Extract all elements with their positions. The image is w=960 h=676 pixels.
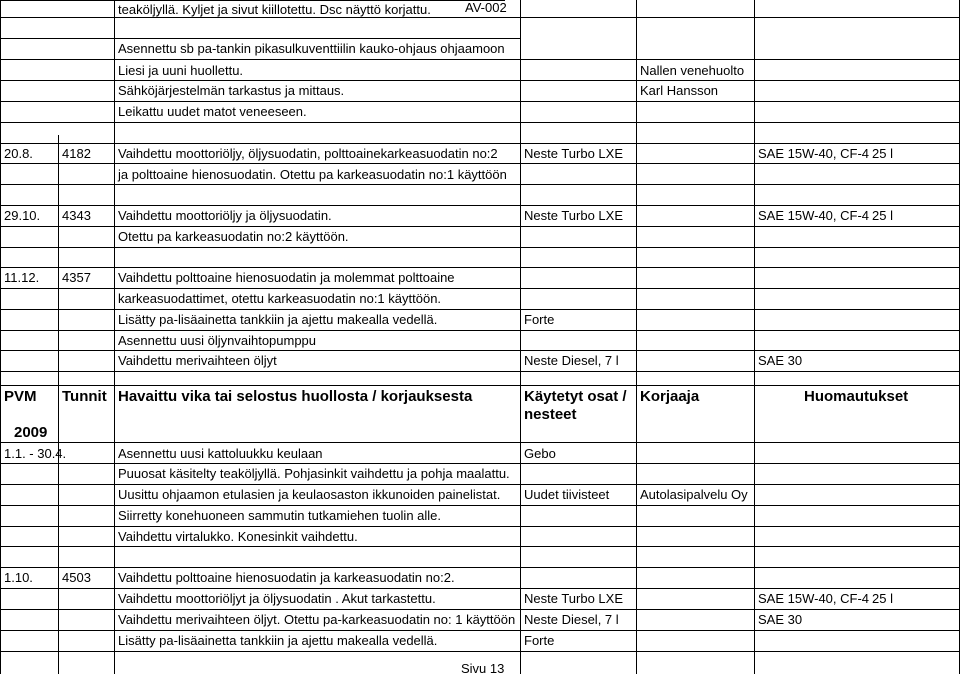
entry-quantity: 25 l	[872, 146, 893, 161]
row-rule	[0, 567, 960, 568]
row-rule	[0, 546, 960, 547]
row-rule	[0, 609, 960, 610]
entry-part: Forte	[524, 312, 555, 327]
row-rule	[0, 651, 960, 652]
row-rule	[0, 122, 960, 123]
row-rule	[0, 17, 960, 18]
entry-description: Lisätty pa-lisäainetta tankkiin ja ajettu makealla vedellä.	[118, 633, 438, 648]
entry-hours: 4343	[62, 208, 91, 223]
row-rule	[0, 371, 960, 372]
entry-description: ja polttoaine hienosuodatin. Otettu pa karkeasuodatin no:1 käyttöön	[118, 167, 507, 182]
entry-part: Neste Turbo LXE	[524, 146, 623, 161]
row-rule	[0, 350, 960, 351]
entry-description: Asennettu uusi öljynvaihtopumppu	[118, 333, 317, 348]
header-hours: Tunnit	[62, 388, 107, 405]
entry-part: Neste Turbo LXE	[524, 591, 623, 606]
year-label: 2009	[14, 424, 48, 441]
row-rule	[0, 205, 960, 206]
entry-description: Otettu pa karkeasuodatin no:2 käyttöön.	[118, 229, 349, 244]
entry-description: Vaihdettu polttoaine hienosuodatin ja karkeasuodatin no:2.	[118, 570, 455, 585]
entry-spec: SAE 30	[758, 353, 803, 368]
row-rule	[0, 163, 960, 164]
row-rule	[0, 59, 960, 60]
page-number: Sivu 13	[461, 661, 505, 676]
entry-date: 20.8.	[4, 146, 33, 161]
row-rule	[0, 526, 960, 527]
entry-repairer: Autolasipalvelu Oy	[640, 487, 748, 502]
repairer-name: Karl Hansson	[640, 83, 719, 98]
entry-hours: 4503	[62, 570, 91, 585]
entry-date: 1.10.	[4, 570, 33, 585]
row-rule	[0, 330, 960, 331]
entry-date: 1.1. - 30.4.	[4, 446, 67, 461]
header-repairer: Korjaaja	[640, 388, 700, 405]
header-remarks: Huomautukset	[804, 388, 909, 405]
entry-description: karkeasuodattimet, otettu karkeasuodatin no:1 käyttöön.	[118, 291, 442, 306]
row-rule	[0, 484, 960, 485]
entry-description: Vaihdettu merivaihteen öljyt. Otettu pa-karkeasuodatin no: 1 käyttöön	[118, 612, 516, 627]
row-rule	[0, 226, 960, 227]
entry-description: Vaihdettu moottoriöljy ja öljysuodatin.	[118, 208, 332, 223]
entry-description: Vaihdettu polttoaine hienosuodatin ja molemmat polttoaine	[118, 270, 455, 285]
entry-description: Vaihdettu moottoriöljy, öljysuodatin, polttoainekarkeasuodatin no:2	[118, 146, 498, 161]
row-rule	[0, 143, 960, 144]
entry-spec: SAE 30	[758, 612, 803, 627]
entry-description: Asennettu uusi kattoluukku keulaan	[118, 446, 323, 461]
column-rule	[58, 135, 59, 674]
note-line: Sähköjärjestelmän tarkastus ja mittaus.	[118, 83, 345, 98]
row-rule	[0, 101, 960, 102]
header-description: Havaittu vika tai selostus huollosta / korjauksesta	[118, 388, 473, 405]
entry-description: Uusittu ohjaamon etulasien ja keulaosaston ikkunoiden painelistat.	[118, 487, 501, 502]
entry-part: Uudet tiivisteet	[524, 487, 610, 502]
entry-description: Lisätty pa-lisäainetta tankkiin ja ajettu makealla vedellä.	[118, 312, 438, 327]
entry-date: 11.12.	[4, 270, 40, 285]
row-rule	[0, 288, 960, 289]
note-line: Asennettu sb pa-tankin pikasulkuventtiilin kauko-ohjaus ohjaamoon	[118, 41, 505, 56]
entry-hours: 4357	[62, 270, 91, 285]
entry-description: Vaihdettu virtalukko. Konesinkit vaihdettu.	[118, 529, 358, 544]
header-parts: Käytetyt osat /	[524, 388, 627, 405]
entry-description: Vaihdettu merivaihteen öljyt	[118, 353, 277, 368]
row-rule	[0, 0, 505, 1]
row-rule	[0, 385, 960, 386]
row-rule	[0, 247, 960, 248]
note-line: teaköljyllä. Kyljet ja sivut kiillotettu. Dsc näyttö korjattu.	[118, 2, 431, 17]
entry-quantity: 25 l	[872, 591, 893, 606]
entry-quantity: 25 l	[872, 208, 893, 223]
header-date: PVM	[4, 388, 37, 405]
header-parts: nesteet	[524, 406, 577, 423]
row-rule	[0, 309, 960, 310]
entry-part: Neste Diesel, 7 l	[524, 612, 619, 627]
row-rule	[0, 588, 960, 589]
row-rule	[0, 442, 960, 443]
row-rule	[0, 184, 960, 185]
entry-spec: SAE 15W-40, CF-4	[758, 591, 870, 606]
entry-part: Gebo	[524, 446, 556, 461]
entry-hours: 4182	[62, 146, 91, 161]
row-rule	[0, 267, 960, 268]
row-rule	[0, 505, 960, 506]
row-rule	[0, 38, 520, 39]
entry-part: Neste Diesel, 7 l	[524, 353, 619, 368]
entry-description: Puuosat käsitelty teaköljyllä. Pohjasinkit vaihdettu ja pohja maalattu.	[118, 466, 510, 481]
entry-description: Siirretty konehuoneen sammutin tutkamiehen tuolin alle.	[118, 508, 442, 523]
entry-spec: SAE 15W-40, CF-4	[758, 146, 870, 161]
note-line: Leikattu uudet matot veneeseen.	[118, 104, 307, 119]
repairer-name: Nallen venehuolto	[640, 63, 745, 78]
note-line: Liesi ja uuni huollettu.	[118, 63, 244, 78]
row-rule	[0, 630, 960, 631]
entry-description: Vaihdettu moottoriöljyt ja öljysuodatin . Akut tarkastettu.	[118, 591, 436, 606]
row-rule	[0, 463, 960, 464]
row-rule	[0, 80, 960, 81]
document-code: AV-002	[465, 0, 507, 15]
entry-part: Forte	[524, 633, 555, 648]
entry-part: Neste Turbo LXE	[524, 208, 623, 223]
entry-spec: SAE 15W-40, CF-4	[758, 208, 870, 223]
entry-date: 29.10.	[4, 208, 41, 223]
